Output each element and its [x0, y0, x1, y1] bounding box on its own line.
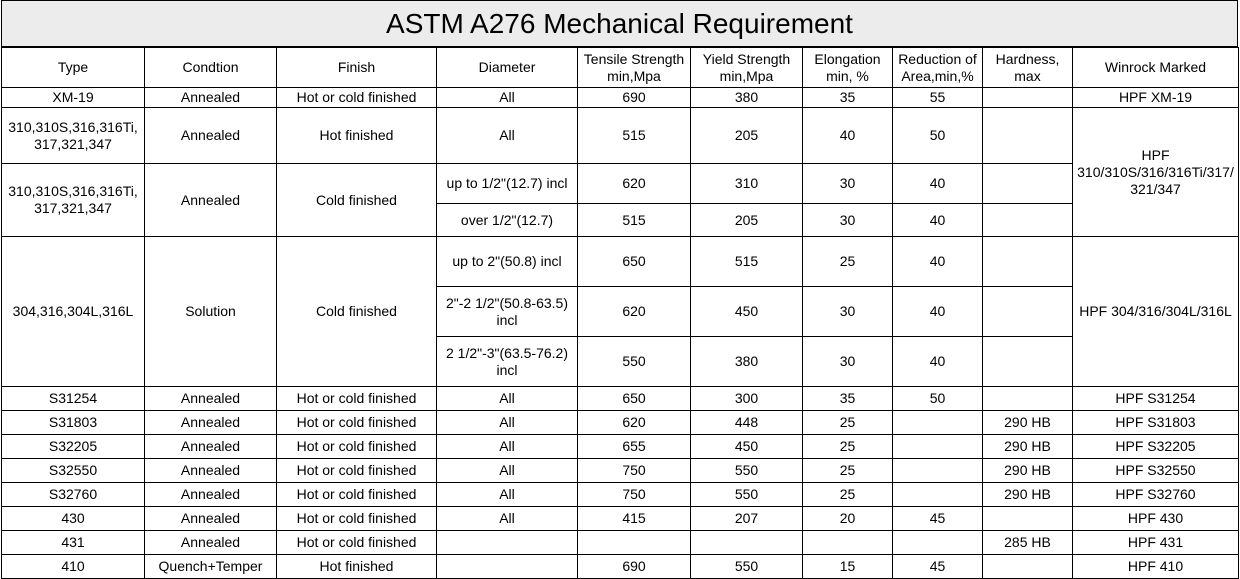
- header-tensile: Tensile Strength min,Mpa: [578, 48, 691, 88]
- cell-diameter: All: [437, 411, 578, 435]
- header-elongation: Elongation min, %: [803, 48, 893, 88]
- cell-reduction: [893, 531, 983, 555]
- cell-reduction: [893, 435, 983, 459]
- cell-finish: Cold finished: [277, 237, 437, 387]
- cell-marked: HPF 410: [1073, 555, 1239, 579]
- cell-yield: 310: [691, 164, 803, 204]
- cell-condition: Annealed: [145, 531, 277, 555]
- table-row: [2, 555, 1239, 579]
- cell-tensile: 620: [578, 164, 691, 204]
- cell-elongation: 25: [803, 411, 893, 435]
- cell-hardness: [983, 88, 1073, 108]
- cell-condition: Annealed: [145, 108, 277, 164]
- cell-type: 410: [2, 555, 145, 579]
- cell-diameter: All: [437, 435, 578, 459]
- cell-yield: 515: [691, 237, 803, 287]
- header-condition: Condtion: [145, 48, 277, 88]
- cell-hardness: [983, 507, 1073, 531]
- cell-yield: 550: [691, 555, 803, 579]
- cell-marked: HPF S32550: [1073, 459, 1239, 483]
- header-diameter: Diameter: [437, 48, 578, 88]
- cell-tensile: 515: [578, 108, 691, 164]
- cell-elongation: 25: [803, 459, 893, 483]
- cell-elongation: 25: [803, 435, 893, 459]
- cell-condition: Annealed: [145, 164, 277, 237]
- cell-diameter: up to 1/2"(12.7) incl: [437, 164, 578, 204]
- cell-marked: HPF 310/310S/316/316Ti/317/ 321/347: [1073, 108, 1239, 237]
- cell-type: S31254: [2, 387, 145, 411]
- mechanical-requirement-table: [1, 47, 1239, 579]
- cell-type: S32760: [2, 483, 145, 507]
- cell-finish: Hot or cold finished: [277, 435, 437, 459]
- cell-diameter: over 1/2"(12.7): [437, 204, 578, 237]
- cell-diameter: All: [437, 459, 578, 483]
- cell-marked: HPF XM-19: [1073, 88, 1239, 108]
- cell-type: XM-19: [2, 88, 145, 108]
- cell-reduction: 40: [893, 237, 983, 287]
- header-finish: Finish: [277, 48, 437, 88]
- cell-diameter: All: [437, 507, 578, 531]
- cell-marked: HPF S32205: [1073, 435, 1239, 459]
- cell-tensile: 655: [578, 435, 691, 459]
- cell-elongation: 30: [803, 204, 893, 237]
- cell-hardness: [983, 108, 1073, 164]
- cell-hardness: [983, 337, 1073, 387]
- cell-hardness: [983, 555, 1073, 579]
- cell-tensile: 750: [578, 459, 691, 483]
- cell-reduction: [893, 483, 983, 507]
- cell-diameter: 2 1/2"-3"(63.5-76.2) incl: [437, 337, 578, 387]
- cell-yield: [691, 531, 803, 555]
- cell-type: S31803: [2, 411, 145, 435]
- cell-marked: HPF S32760: [1073, 483, 1239, 507]
- cell-finish: Hot or cold finished: [277, 411, 437, 435]
- cell-reduction: 45: [893, 555, 983, 579]
- cell-elongation: 35: [803, 88, 893, 108]
- cell-type: 310,310S,316,316Ti, 317,321,347: [2, 164, 145, 237]
- cell-yield: 550: [691, 483, 803, 507]
- cell-elongation: [803, 531, 893, 555]
- cell-finish: Hot or cold finished: [277, 459, 437, 483]
- cell-yield: 205: [691, 108, 803, 164]
- cell-condition: Annealed: [145, 411, 277, 435]
- cell-condition: Annealed: [145, 435, 277, 459]
- cell-tensile: 415: [578, 507, 691, 531]
- table-row: [2, 237, 1239, 287]
- cell-diameter: All: [437, 88, 578, 108]
- cell-elongation: 35: [803, 387, 893, 411]
- cell-diameter: All: [437, 483, 578, 507]
- table-row: [2, 164, 1239, 204]
- cell-finish: Hot or cold finished: [277, 387, 437, 411]
- cell-diameter: up to 2"(50.8) incl: [437, 237, 578, 287]
- cell-tensile: 550: [578, 337, 691, 387]
- cell-marked: HPF 431: [1073, 531, 1239, 555]
- cell-yield: 205: [691, 204, 803, 237]
- table-row: [2, 88, 1239, 108]
- cell-hardness: 290 HB: [983, 435, 1073, 459]
- cell-reduction: 50: [893, 108, 983, 164]
- cell-elongation: 30: [803, 337, 893, 387]
- cell-marked: HPF S31254: [1073, 387, 1239, 411]
- cell-elongation: 40: [803, 108, 893, 164]
- cell-tensile: 750: [578, 483, 691, 507]
- cell-elongation: 15: [803, 555, 893, 579]
- cell-reduction: 50: [893, 387, 983, 411]
- cell-hardness: 285 HB: [983, 531, 1073, 555]
- cell-finish: Cold finished: [277, 164, 437, 237]
- cell-hardness: 290 HB: [983, 459, 1073, 483]
- cell-type: S32550: [2, 459, 145, 483]
- cell-reduction: 40: [893, 204, 983, 237]
- cell-hardness: [983, 237, 1073, 287]
- cell-type: 431: [2, 531, 145, 555]
- cell-tensile: [578, 531, 691, 555]
- header-type: Type: [2, 48, 145, 88]
- cell-reduction: [893, 411, 983, 435]
- cell-condition: Quench+Temper: [145, 555, 277, 579]
- cell-condition: Annealed: [145, 507, 277, 531]
- cell-type: 310,310S,316,316Ti, 317,321,347: [2, 108, 145, 164]
- cell-yield: 450: [691, 287, 803, 337]
- cell-diameter: 2"-2 1/2"(50.8-63.5) incl: [437, 287, 578, 337]
- table-row: [2, 387, 1239, 411]
- cell-condition: Annealed: [145, 483, 277, 507]
- cell-diameter: All: [437, 108, 578, 164]
- cell-elongation: 20: [803, 507, 893, 531]
- cell-yield: 207: [691, 507, 803, 531]
- cell-elongation: 25: [803, 237, 893, 287]
- table-row: [2, 108, 1239, 164]
- table-row: [2, 483, 1239, 507]
- cell-elongation: 30: [803, 287, 893, 337]
- cell-diameter: [437, 555, 578, 579]
- header-yield: Yield Strength min,Mpa: [691, 48, 803, 88]
- cell-finish: Hot finished: [277, 108, 437, 164]
- cell-diameter: [437, 531, 578, 555]
- cell-tensile: 620: [578, 287, 691, 337]
- cell-hardness: 290 HB: [983, 483, 1073, 507]
- cell-marked: HPF 304/316/304L/316L: [1073, 237, 1239, 387]
- cell-hardness: [983, 164, 1073, 204]
- cell-finish: Hot finished: [277, 555, 437, 579]
- cell-finish: Hot or cold finished: [277, 531, 437, 555]
- cell-reduction: 45: [893, 507, 983, 531]
- page-title: ASTM A276 Mechanical Requirement: [1, 0, 1238, 47]
- cell-yield: 550: [691, 459, 803, 483]
- cell-hardness: [983, 287, 1073, 337]
- cell-yield: 380: [691, 337, 803, 387]
- cell-yield: 380: [691, 88, 803, 108]
- cell-reduction: [893, 459, 983, 483]
- cell-type: S32205: [2, 435, 145, 459]
- table-row: [2, 507, 1239, 531]
- cell-reduction: 40: [893, 287, 983, 337]
- cell-tensile: 620: [578, 411, 691, 435]
- cell-diameter: All: [437, 387, 578, 411]
- cell-reduction: 40: [893, 164, 983, 204]
- cell-marked: HPF 430: [1073, 507, 1239, 531]
- cell-reduction: 40: [893, 337, 983, 387]
- cell-finish: Hot or cold finished: [277, 507, 437, 531]
- cell-finish: Hot or cold finished: [277, 88, 437, 108]
- cell-type: 304,316,304L,316L: [2, 237, 145, 387]
- cell-elongation: 30: [803, 164, 893, 204]
- table-row: [2, 411, 1239, 435]
- table-row: [2, 435, 1239, 459]
- cell-reduction: 55: [893, 88, 983, 108]
- header-reduction: Reduction of Area,min,%: [893, 48, 983, 88]
- cell-hardness: 290 HB: [983, 411, 1073, 435]
- header-hardness: Hardness, max: [983, 48, 1073, 88]
- header-row: [2, 48, 1239, 88]
- cell-yield: 300: [691, 387, 803, 411]
- cell-type: 430: [2, 507, 145, 531]
- cell-finish: Hot or cold finished: [277, 483, 437, 507]
- cell-condition: Solution: [145, 237, 277, 387]
- cell-tensile: 690: [578, 555, 691, 579]
- cell-condition: Annealed: [145, 459, 277, 483]
- cell-tensile: 650: [578, 237, 691, 287]
- cell-yield: 450: [691, 435, 803, 459]
- cell-tensile: 515: [578, 204, 691, 237]
- cell-marked: HPF S31803: [1073, 411, 1239, 435]
- table-row: [2, 531, 1239, 555]
- cell-tensile: 650: [578, 387, 691, 411]
- cell-hardness: [983, 387, 1073, 411]
- cell-hardness: [983, 204, 1073, 237]
- cell-yield: 448: [691, 411, 803, 435]
- cell-condition: Annealed: [145, 88, 277, 108]
- table-row: [2, 459, 1239, 483]
- cell-tensile: 690: [578, 88, 691, 108]
- cell-elongation: 25: [803, 483, 893, 507]
- header-marked: Winrock Marked: [1073, 48, 1239, 88]
- cell-condition: Annealed: [145, 387, 277, 411]
